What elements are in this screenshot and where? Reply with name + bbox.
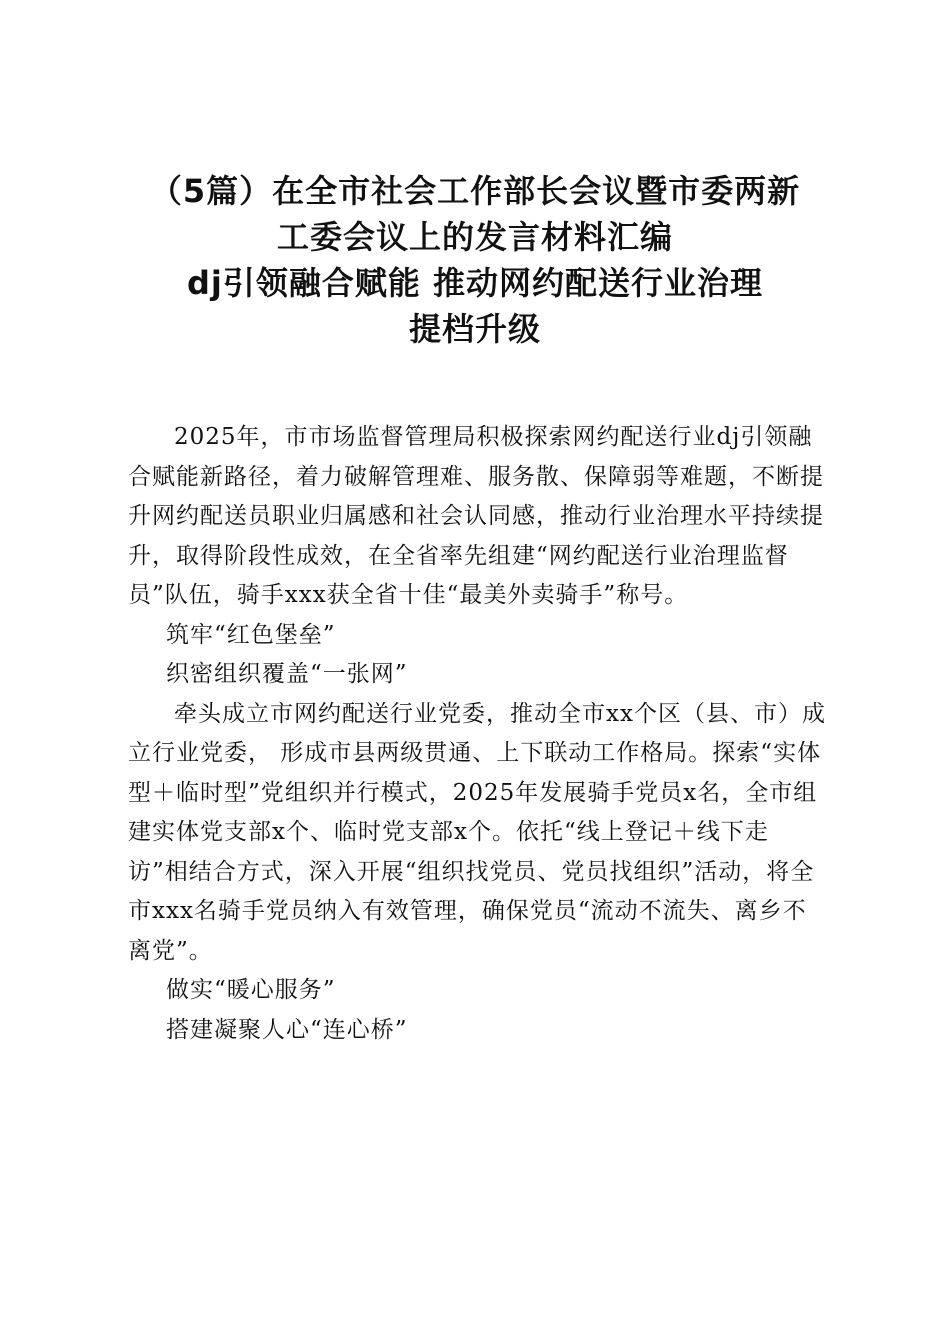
title-line-4: 提档升级 xyxy=(408,310,541,348)
intro-paragraph: 2025年，市市场监督管理局积极探索网约配送行业dj引领融合赋能新路径，着力破解管理难、服务散、保障弱等难题，不断提升网约配送员职业归属感和社会认同感，推动行业治理水平持续提升，取得阶段性成效，在全省率先组建“网约配送行业治理监督员”队伍，骑手xxx获全省十佳“最美外卖骑手”称号。 xyxy=(128,424,824,608)
document-title xyxy=(110,168,840,352)
title-line-2: 工委会议上的发言材料汇编 xyxy=(276,218,673,256)
title-line-3: dj引领融合赋能 推动网约配送行业治理 xyxy=(186,264,764,302)
section-heading-2: 做实“暖心服务” xyxy=(166,977,336,1003)
title-line-1: （5篇）在全市社会工作部长会议暨市委两新 xyxy=(149,172,801,210)
document-body xyxy=(128,418,828,1050)
section-subheading-2: 搭建凝聚人心“连心桥” xyxy=(166,1016,408,1043)
section-subheading-1: 织密组织覆盖“一张网” xyxy=(166,661,408,687)
section-paragraph-1: 牵头成立市网约配送行业党委，推动全市xx个区（县、市）成立行业党委， 形成市县两级贯通、上下联动工作格局。探索“实体型＋临时型”党组织并行模式，2025年发展骑手党员x名，全市组建实体党支部x个、临时党支部x个。依托“线上登记＋线下走访”相结合方式，深入开展“组织找党员、党员找组织”活动，将全市xxx名骑手党员纳入有效管理，确保党员“流动不流失、离乡不离党”。 xyxy=(128,700,826,964)
section-heading-1: 筑牢“红色堡垒” xyxy=(166,621,336,648)
